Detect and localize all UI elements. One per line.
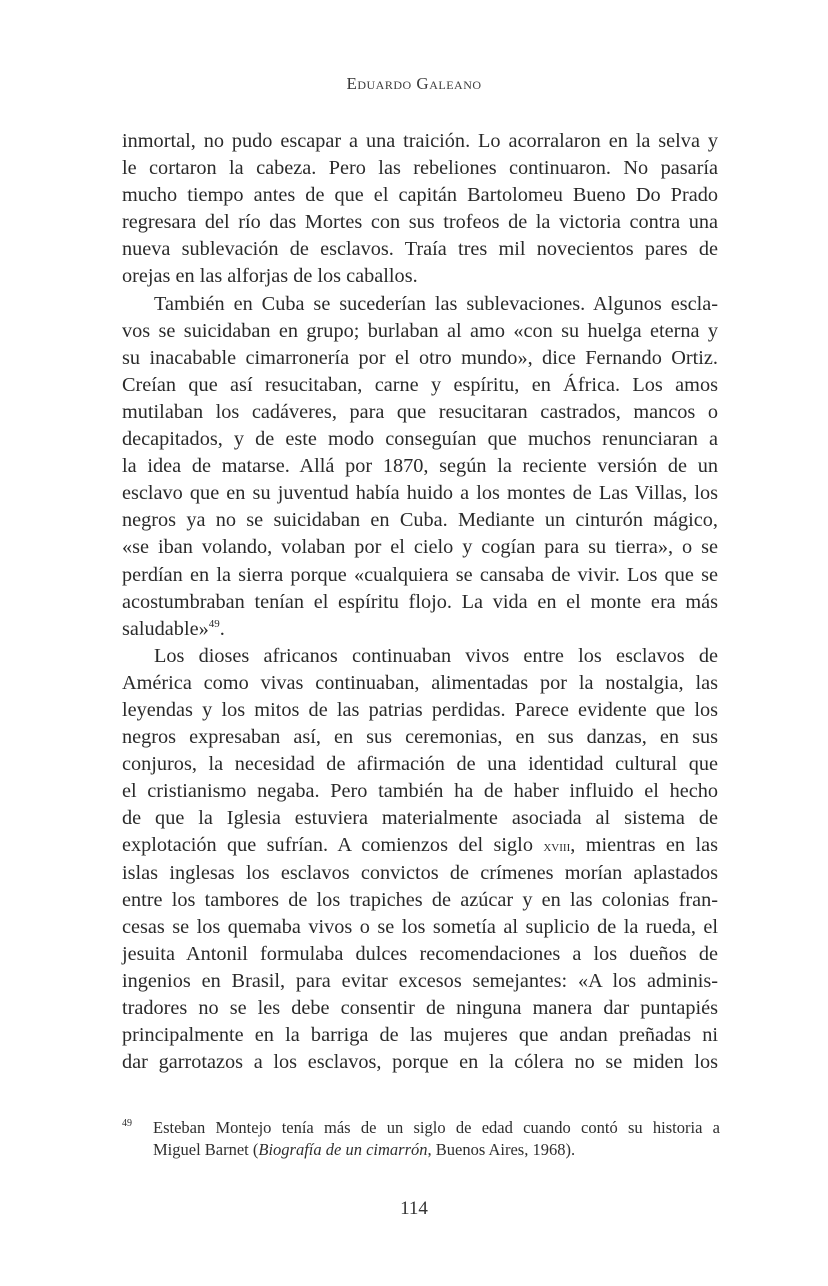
text-line: jesuita Antonil formulaba dulces recomendaciones a los dueños de <box>122 942 718 965</box>
text-line: perdían en la sierra porque «cualquiera se cansaba de vivir. Los que se <box>122 563 718 586</box>
text-line: le cortaron la cabeza. Pero las rebeliones continuaron. No pasaría <box>122 157 718 180</box>
text-line: Los dioses africanos continuaban vivos entre los esclavos de <box>154 644 718 667</box>
text-line: decapitados, y de este modo conseguían que muchos renunciaran a <box>122 428 718 451</box>
text-line: leyendas y los mitos de las patrias perdidas. Parece evidente que los <box>122 698 718 721</box>
paragraph <box>122 291 718 643</box>
text-fragment: , Buenos Aires, 1968). <box>427 1140 576 1159</box>
text-line: «se iban volando, volaban por el cielo y cogían para su tierra», o se <box>122 536 718 559</box>
text-fragment: Miguel Barnet ( <box>153 1140 259 1159</box>
text-line: el cristianismo negaba. Pero también ha de haber influido el hecho <box>122 780 718 803</box>
text-line: su inacabable cimarronería por el otro mundo», dice Fernando Ortiz. <box>122 346 718 369</box>
book-title: Biografía de un cimarrón <box>258 1140 428 1159</box>
text-line: América como vivas continuaban, alimentadas por la nostalgia, las <box>122 671 718 694</box>
text-fragment: . <box>219 617 225 640</box>
footnote-line <box>153 1139 720 1161</box>
text-line: esclavo que en su juventud había huido a los montes de Las Villas, los <box>122 482 718 505</box>
text-line: nueva sublevación de esclavos. Traía tres mil novecientos pares de <box>122 238 718 261</box>
text-fragment: , mientras en las <box>570 834 718 857</box>
running-head: Eduardo Galeano <box>346 74 482 93</box>
text-line: entre los tambores de los trapiches de azúcar y en las colonias fran- <box>122 888 718 911</box>
page-number: 114 <box>400 1198 428 1219</box>
text-line: principalmente en la barriga de las mujeres que andan preñadas ni <box>122 1024 718 1047</box>
text-line: conjuros, la necesidad de afirmación de una identidad cultural que <box>122 753 718 776</box>
text-fragment: saludable» <box>122 617 209 640</box>
paragraph <box>122 643 718 1077</box>
text-line: negros expresaban así, en sus ceremonias, en sus danzas, en sus <box>122 726 718 749</box>
text-line: orejas en las alforjas de los caballos. <box>122 265 418 288</box>
text-line: dar garrotazos a los esclavos, porque en la cólera no se miden los <box>122 1051 718 1074</box>
body-text <box>122 128 718 1076</box>
paragraph <box>122 128 718 291</box>
text-line: También en Cuba se sucederían las sublevaciones. Algunos escla- <box>154 292 718 315</box>
text-line <box>122 616 718 643</box>
text-line: inmortal, no pudo escapar a una traición. Lo acorralaron en la selva y <box>122 130 718 152</box>
text-line: acostumbraban tenían el espíritu flojo. La vida en el monte era más <box>122 590 718 613</box>
text-line: tradores no se les debe consentir de ninguna manera dar puntapiés <box>122 997 718 1019</box>
text-line: mucho tiempo antes de que el capitán Bartolomeu Bueno Do Prado <box>122 184 718 207</box>
roman-numeral: xviii <box>543 838 571 856</box>
text-line: vos se suicidaban en grupo; burlaban al amo «con su huelga eterna y <box>122 319 718 342</box>
text-fragment: explotación que sufrían. A comienzos del siglo <box>122 834 533 857</box>
text-line: negros ya no se suicidaban en Cuba. Mediante un cinturón mágico, <box>122 509 718 532</box>
footnote-number: 49 <box>122 1118 132 1129</box>
text-line: de que la Iglesia estuviera materialmente asociada al sistema de <box>122 807 718 830</box>
text-line: islas inglesas los esclavos convictos de crímenes morían aplastados <box>122 861 718 884</box>
footnote-text <box>153 1117 720 1161</box>
text-line: cesas se los quemaba vivos o se los sometía al suplicio de la rueda, el <box>122 915 718 938</box>
text-line: la idea de matarse. Allá por 1870, según la reciente versión de un <box>122 455 718 478</box>
text-line: mutilaban los cadáveres, para que resucitaran castrados, mancos o <box>122 400 718 423</box>
text-line: Creían que así resucitaban, carne y espíritu, en África. Los amos <box>122 373 718 396</box>
footnote-line: Esteban Montejo tenía más de un siglo de edad cuando contó su historia a <box>153 1118 720 1137</box>
text-line <box>122 832 718 859</box>
footnote <box>122 1117 720 1161</box>
text-line: regresara del río das Mortes con sus trofeos de la victoria contra una <box>122 211 718 234</box>
footnote-reference[interactable]: 49 <box>208 617 220 630</box>
text-line: ingenios en Brasil, para evitar excesos semejantes: «A los adminis- <box>122 969 718 992</box>
